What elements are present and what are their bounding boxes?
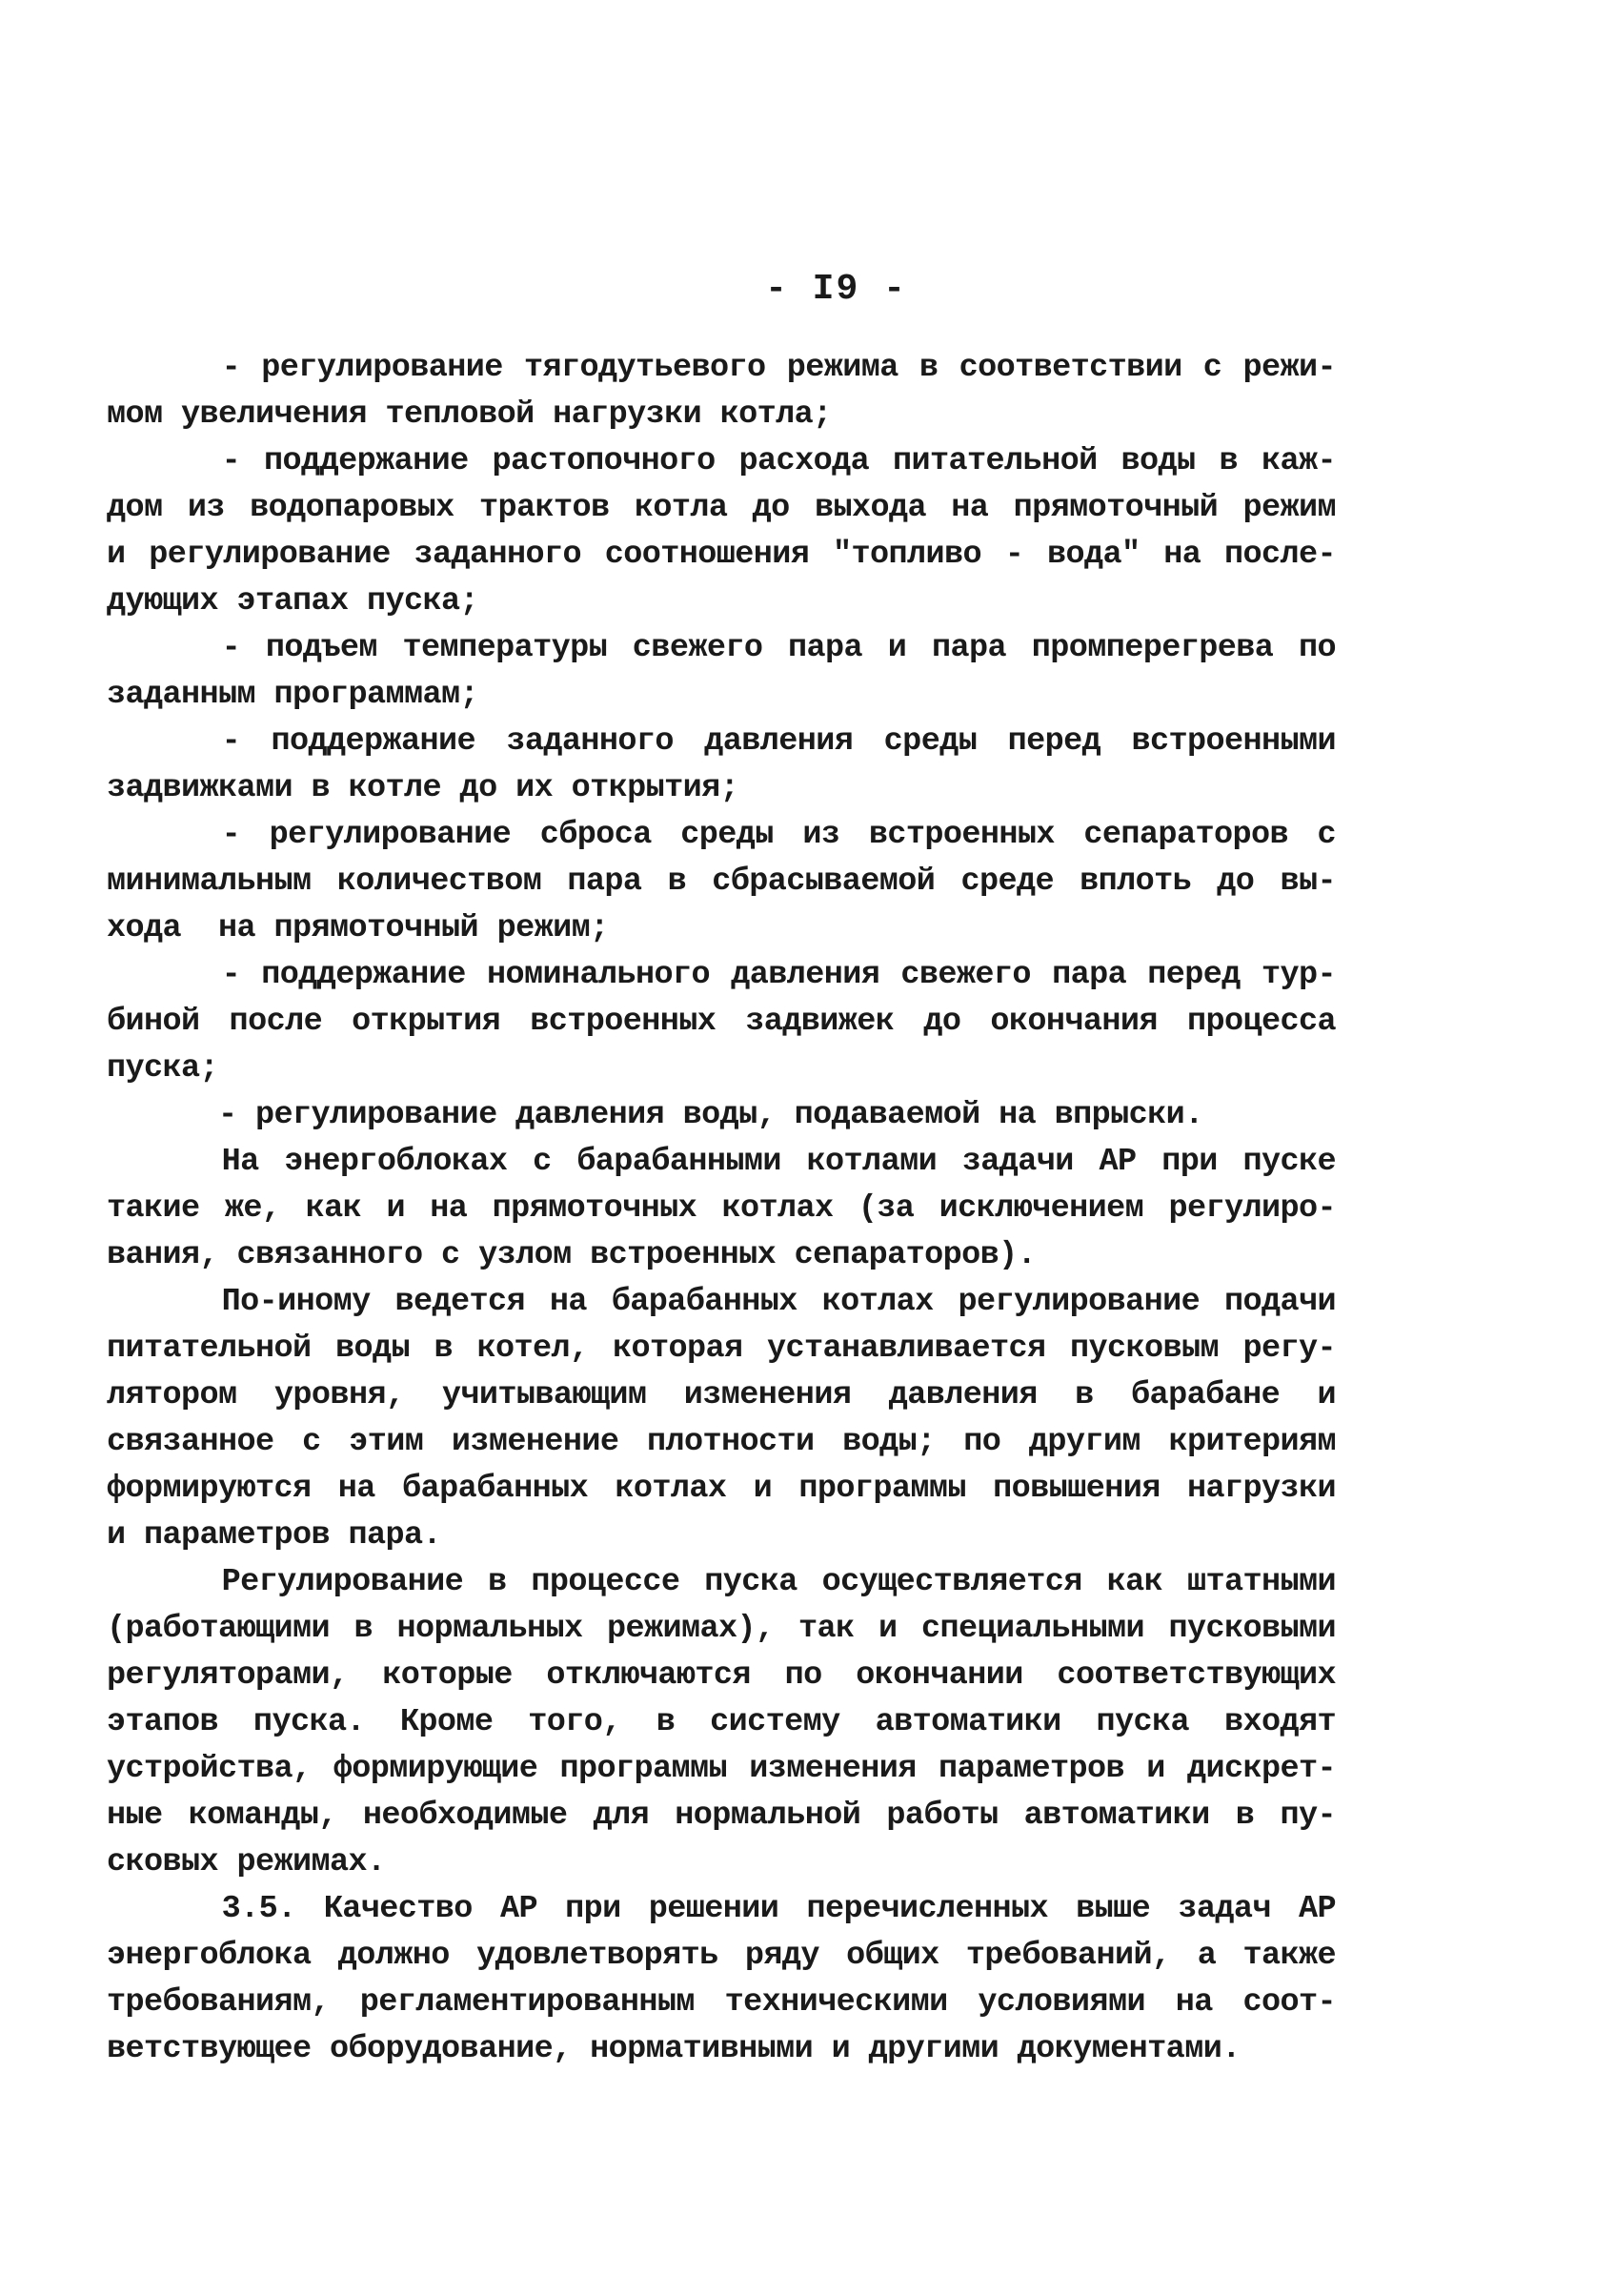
text-line: - поддержание заданного давления среды перед встроенными <box>221 723 1336 760</box>
text-line: такие же, как и на прямоточных котлах (за исключением регулиро- <box>107 1190 1336 1227</box>
text-line: - регулирование сброса среды из встроенных сепараторов с <box>221 817 1336 853</box>
text-line: хода на прямоточный режим; <box>107 910 609 946</box>
text-line: задвижками в котле до их открытия; <box>107 770 739 806</box>
text-line: - регулирование давления воды, подаваемой на впрыски. <box>107 1097 1203 1133</box>
text-line: связанное с этим изменение плотности воды; по другим критериям <box>107 1424 1336 1460</box>
text-line: - поддержание растопочного расхода питательной воды в каж- <box>221 443 1336 479</box>
text-line: питательной воды в котел, которая устанавливается пусковым регу- <box>107 1331 1336 1367</box>
page-number: - I9 - <box>765 269 907 310</box>
text-line: лятором уровня, учитывающим изменения давления в барабане и <box>107 1377 1336 1413</box>
text-line: регуляторами, которые отключаются по окончании соответствующих <box>107 1657 1336 1694</box>
text-line: (работающими в нормальных режимах), так и специальными пусковыми <box>107 1611 1336 1647</box>
text-line: устройства, формирующие программы изменения параметров и дискрет- <box>107 1751 1336 1787</box>
text-line: дующих этапах пуска; <box>107 583 479 620</box>
text-line: этапов пуска. Кроме того, в систему автоматики пуска входят <box>107 1704 1336 1740</box>
text-line: - поддержание номинального давления свежего пара перед тур- <box>221 957 1336 993</box>
text-line: энергоблока должно удовлетворять ряду общих требований, а также <box>107 1938 1336 1974</box>
text-line: По-иному ведется на барабанных котлах регулирование подачи <box>221 1284 1336 1320</box>
text-line: мом увеличения тепловой нагрузки котла; <box>107 396 832 433</box>
text-line: Регулирование в процессе пуска осуществляется как штатными <box>221 1564 1336 1600</box>
text-line: ветствующее оборудование, нормативными и другими документами. <box>107 2031 1241 2067</box>
text-line: - подъем температуры свежего пара и пара промперегрева по <box>221 630 1336 666</box>
text-line: ные команды, необходимые для нормальной работы автоматики в пу- <box>107 1798 1336 1834</box>
text-line: На энергоблоках с барабанными котлами задачи АР при пуске <box>221 1144 1336 1180</box>
text-line: 3.5. Качество АР при решении перечисленных выше задач АР <box>221 1891 1336 1927</box>
text-line: и параметров пара. <box>107 1517 442 1554</box>
text-line: заданным программам; <box>107 677 479 713</box>
text-line: и регулирование заданного соотношения "топливо - вода" на после- <box>107 537 1336 573</box>
text-line: формируются на барабанных котлах и программы повышения нагрузки <box>107 1471 1336 1507</box>
text-line: минимальным количеством пара в сбрасываемой среде вплоть до вы- <box>107 864 1336 900</box>
text-line: требованиям, регламентированным техническими условиями на соот- <box>107 1984 1336 2021</box>
text-line: дом из водопаровых трактов котла до выхода на прямоточный режим <box>107 490 1336 526</box>
text-line: биной после открытия встроенных задвижек до окончания процесса <box>107 1004 1336 1040</box>
text-line: - регулирование тягодутьевого режима в соответствии с режи- <box>221 350 1336 386</box>
text-line: вания, связанного с узлом встроенных сепараторов). <box>107 1237 1037 1273</box>
body-text <box>107 345 1336 2073</box>
text-line: пуска; <box>107 1050 219 1087</box>
text-line: сковых режимах. <box>107 1844 386 1880</box>
